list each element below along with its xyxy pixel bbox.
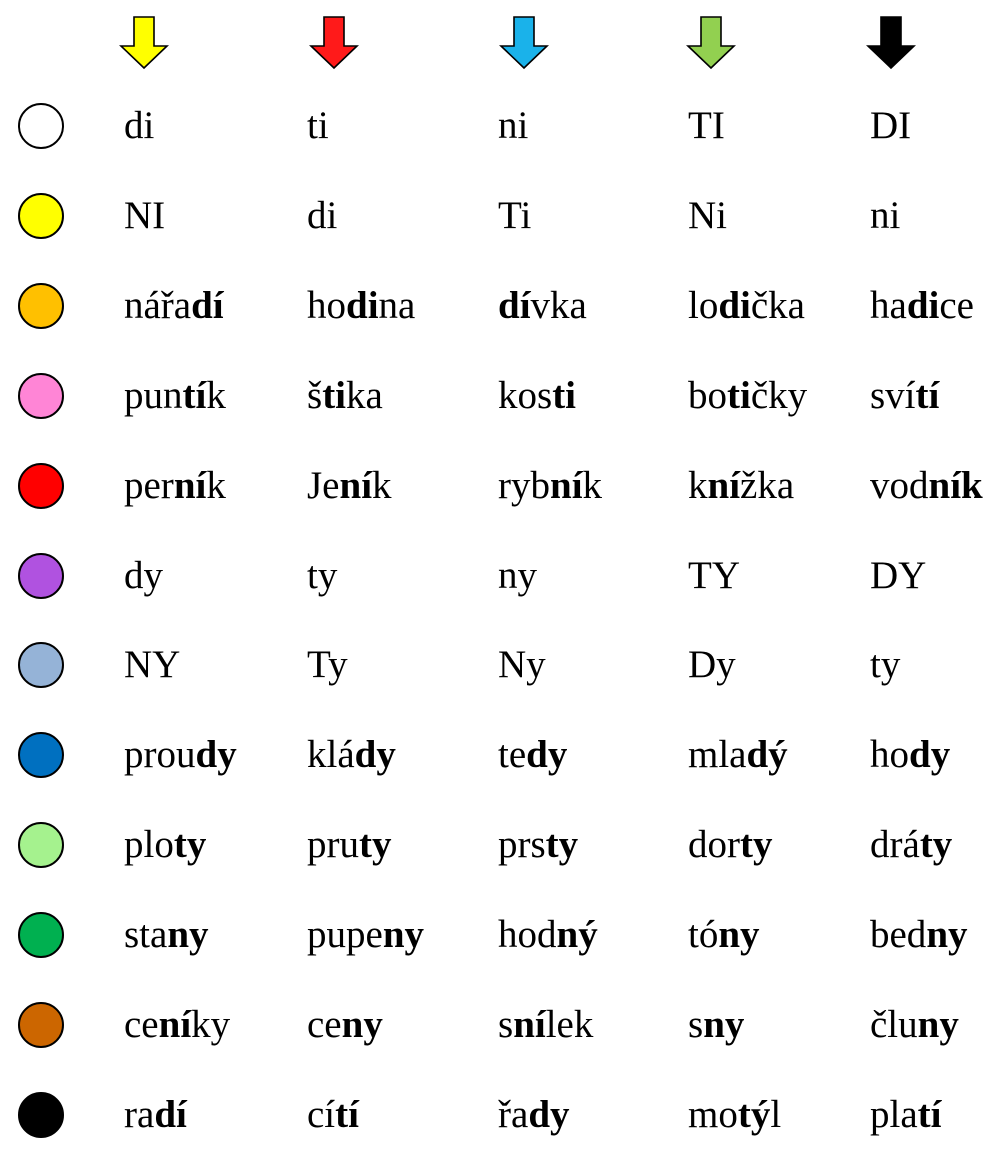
word-part: ni bbox=[870, 194, 901, 237]
word-cell bbox=[498, 906, 598, 964]
word-part: dor bbox=[688, 823, 740, 866]
word-part: nářa bbox=[124, 284, 192, 327]
circle-icon bbox=[18, 642, 64, 688]
word-part: Ny bbox=[498, 643, 546, 686]
word-cell bbox=[124, 367, 226, 425]
word-cell bbox=[498, 816, 578, 874]
word-cell bbox=[498, 1086, 570, 1144]
table-row bbox=[0, 906, 1004, 966]
circle-icon bbox=[18, 912, 64, 958]
table-row bbox=[0, 816, 1004, 876]
word-cell bbox=[498, 367, 576, 425]
bold-syllable: ny bbox=[341, 1003, 383, 1046]
word-cell bbox=[307, 1086, 359, 1144]
word-cell bbox=[688, 906, 760, 964]
word-part: drá bbox=[870, 823, 920, 866]
circle-icon bbox=[18, 1092, 64, 1138]
table-row bbox=[0, 367, 1004, 427]
word-part: člu bbox=[870, 1003, 918, 1046]
green-arrow-icon bbox=[686, 16, 736, 70]
word-part: žka bbox=[740, 464, 795, 507]
word-cell bbox=[124, 1086, 187, 1144]
word-cell bbox=[688, 457, 794, 515]
bold-syllable: di bbox=[906, 284, 940, 327]
bold-syllable: ný bbox=[556, 913, 598, 956]
word-part: Ty bbox=[307, 643, 348, 686]
word-cell bbox=[307, 367, 383, 425]
word-cell bbox=[870, 816, 952, 874]
word-part: ni bbox=[498, 104, 529, 147]
circle-icon bbox=[18, 732, 64, 778]
word-part: lek bbox=[545, 1003, 594, 1046]
word-cell bbox=[870, 277, 974, 335]
word-part: sta bbox=[124, 913, 168, 956]
table-row bbox=[0, 187, 1004, 247]
word-cell bbox=[688, 996, 744, 1054]
word-cell bbox=[498, 996, 593, 1054]
bold-syllable: di bbox=[346, 284, 379, 327]
word-part: ho bbox=[307, 284, 346, 327]
word-part: Je bbox=[307, 464, 340, 507]
word-part: klá bbox=[307, 733, 355, 776]
table-row bbox=[0, 547, 1004, 607]
word-part: ra bbox=[124, 1093, 155, 1136]
word-part: lo bbox=[688, 284, 719, 327]
bold-syllable: ty bbox=[173, 823, 207, 866]
word-cell bbox=[870, 367, 939, 425]
word-part: pupe bbox=[307, 913, 383, 956]
word-part: k bbox=[688, 464, 708, 507]
bold-syllable: ti bbox=[727, 374, 751, 417]
word-part: mla bbox=[688, 733, 747, 776]
word-part: k bbox=[206, 374, 226, 417]
bold-syllable: di bbox=[718, 284, 751, 327]
word-cell bbox=[307, 457, 392, 515]
word-part: ka bbox=[346, 374, 383, 417]
bold-syllable: ny bbox=[917, 1003, 959, 1046]
table-row bbox=[0, 97, 1004, 157]
circle-icon bbox=[18, 463, 64, 509]
word-part: k bbox=[372, 464, 392, 507]
word-cell bbox=[307, 547, 337, 605]
bold-syllable: dy bbox=[195, 733, 237, 776]
word-cell bbox=[870, 97, 911, 155]
word-part: na bbox=[378, 284, 416, 327]
word-cell bbox=[870, 187, 900, 245]
bold-syllable: ní bbox=[158, 1003, 192, 1046]
bold-syllable: ní bbox=[550, 464, 583, 507]
word-part: Ni bbox=[688, 194, 727, 237]
word-part: vka bbox=[530, 284, 587, 327]
bold-syllable: dý bbox=[746, 733, 788, 776]
bold-syllable: tí bbox=[915, 374, 940, 417]
bold-syllable: tý bbox=[737, 1093, 771, 1136]
word-part: š bbox=[307, 374, 323, 417]
word-cell bbox=[688, 547, 740, 605]
word-cell bbox=[124, 547, 163, 605]
word-part: k bbox=[582, 464, 603, 507]
word-part: ky bbox=[191, 1003, 231, 1046]
blue-arrow-icon bbox=[499, 16, 549, 70]
word-cell bbox=[688, 367, 807, 425]
bold-syllable: dy bbox=[526, 733, 568, 776]
bold-syllable: ní bbox=[513, 1003, 546, 1046]
word-cell bbox=[498, 187, 531, 245]
bold-syllable: ny bbox=[167, 913, 209, 956]
word-part: TI bbox=[688, 104, 725, 147]
word-part: ryb bbox=[498, 464, 550, 507]
word-cell bbox=[688, 726, 788, 784]
word-part: cí bbox=[307, 1093, 336, 1136]
bold-syllable: dí bbox=[191, 284, 224, 327]
bold-syllable: ty bbox=[545, 823, 579, 866]
bold-syllable: tí bbox=[182, 374, 207, 417]
word-part: di bbox=[124, 104, 155, 147]
bold-syllable: dy bbox=[528, 1093, 570, 1136]
word-part: vod bbox=[870, 464, 929, 507]
word-part: tó bbox=[688, 913, 719, 956]
word-part: NI bbox=[124, 194, 166, 237]
circle-icon bbox=[18, 373, 64, 419]
word-cell bbox=[307, 187, 337, 245]
bold-syllable: dy bbox=[354, 733, 396, 776]
word-cell bbox=[498, 547, 537, 605]
word-cell bbox=[124, 457, 226, 515]
bold-syllable: dí bbox=[498, 284, 531, 327]
word-cell bbox=[870, 906, 968, 964]
bold-syllable: ny bbox=[703, 1003, 745, 1046]
word-cell bbox=[124, 277, 224, 335]
word-part: NY bbox=[124, 643, 181, 686]
bold-syllable: ny bbox=[926, 913, 968, 956]
table-row bbox=[0, 1086, 1004, 1146]
word-part: k bbox=[206, 464, 226, 507]
word-part: plo bbox=[124, 823, 174, 866]
word-part: Dy bbox=[688, 643, 736, 686]
word-part: ty bbox=[870, 643, 901, 686]
word-cell bbox=[124, 816, 206, 874]
word-part: per bbox=[124, 464, 174, 507]
word-cell bbox=[307, 906, 424, 964]
word-cell bbox=[124, 636, 180, 694]
table-row bbox=[0, 457, 1004, 517]
word-part: ce bbox=[124, 1003, 159, 1046]
word-cell bbox=[307, 636, 348, 694]
bold-syllable: ti bbox=[552, 374, 577, 417]
circle-icon bbox=[18, 553, 64, 599]
word-cell bbox=[498, 277, 587, 335]
word-part: ho bbox=[870, 733, 909, 776]
bold-syllable: ní bbox=[339, 464, 373, 507]
word-cell bbox=[124, 906, 209, 964]
red-arrow-icon bbox=[309, 16, 359, 70]
bold-syllable: ty bbox=[919, 823, 953, 866]
word-cell bbox=[688, 816, 773, 874]
word-part: prou bbox=[124, 733, 196, 776]
word-part: bed bbox=[870, 913, 927, 956]
bold-syllable: tí bbox=[917, 1093, 942, 1136]
bold-syllable: ny bbox=[718, 913, 760, 956]
bold-syllable: ny bbox=[382, 913, 425, 956]
bold-syllable: ní bbox=[173, 464, 207, 507]
word-part: čka bbox=[750, 284, 805, 327]
word-cell bbox=[870, 726, 950, 784]
word-cell bbox=[124, 726, 237, 784]
word-part: ce bbox=[307, 1003, 342, 1046]
word-cell bbox=[688, 277, 805, 335]
word-cell bbox=[870, 457, 983, 515]
table-row bbox=[0, 636, 1004, 696]
circle-icon bbox=[18, 193, 64, 239]
word-part: pun bbox=[124, 374, 183, 417]
word-cell bbox=[688, 97, 725, 155]
circle-icon bbox=[18, 283, 64, 329]
word-cell bbox=[124, 97, 154, 155]
word-cell bbox=[124, 996, 230, 1054]
word-cell bbox=[870, 636, 900, 694]
word-part: kos bbox=[498, 374, 553, 417]
word-cell bbox=[307, 816, 392, 874]
black-arrow-icon bbox=[866, 16, 916, 70]
word-cell bbox=[688, 187, 727, 245]
word-part: DI bbox=[870, 104, 912, 147]
word-part: mo bbox=[688, 1093, 738, 1136]
word-part: ce bbox=[939, 284, 974, 327]
word-part: Ti bbox=[498, 194, 532, 237]
bold-syllable: ní bbox=[707, 464, 741, 507]
word-part: s bbox=[688, 1003, 704, 1046]
word-part: pru bbox=[307, 823, 359, 866]
word-part: DY bbox=[870, 554, 927, 597]
word-part: di bbox=[307, 194, 338, 237]
circle-icon bbox=[18, 103, 64, 149]
bold-syllable: ty bbox=[740, 823, 773, 866]
word-part: pla bbox=[870, 1093, 918, 1136]
table-row bbox=[0, 277, 1004, 337]
table-row bbox=[0, 996, 1004, 1056]
word-cell bbox=[307, 277, 415, 335]
word-cell bbox=[688, 636, 736, 694]
word-part: ha bbox=[870, 284, 907, 327]
word-cell bbox=[498, 457, 602, 515]
word-part: dy bbox=[124, 554, 163, 597]
word-part: hod bbox=[498, 913, 557, 956]
word-part: čky bbox=[750, 374, 808, 417]
word-cell bbox=[307, 726, 396, 784]
bold-syllable: tí bbox=[335, 1093, 359, 1136]
word-part: te bbox=[498, 733, 527, 776]
word-part: ti bbox=[307, 104, 329, 147]
word-cell bbox=[498, 726, 567, 784]
word-part: l bbox=[770, 1093, 782, 1136]
word-cell bbox=[870, 547, 926, 605]
yellow-arrow-icon bbox=[119, 16, 169, 70]
word-part: TY bbox=[688, 554, 740, 597]
word-part: s bbox=[498, 1003, 514, 1046]
circle-icon bbox=[18, 822, 64, 868]
word-cell bbox=[870, 1086, 941, 1144]
bold-syllable: dy bbox=[909, 733, 951, 776]
word-cell bbox=[870, 996, 959, 1054]
bold-syllable: ti bbox=[322, 374, 347, 417]
circle-icon bbox=[18, 1002, 64, 1048]
table-row bbox=[0, 726, 1004, 786]
word-part: řa bbox=[498, 1093, 529, 1136]
word-cell bbox=[688, 1086, 781, 1144]
word-part: sví bbox=[870, 374, 916, 417]
word-cell bbox=[498, 97, 528, 155]
word-part: ty bbox=[307, 554, 338, 597]
bold-syllable: ty bbox=[359, 823, 392, 866]
word-part: bo bbox=[688, 374, 727, 417]
word-part: ny bbox=[498, 554, 537, 597]
word-cell bbox=[124, 187, 165, 245]
word-cell bbox=[498, 636, 546, 694]
bold-syllable: ník bbox=[928, 464, 983, 507]
word-part: prs bbox=[498, 823, 546, 866]
word-cell bbox=[307, 97, 329, 155]
bold-syllable: dí bbox=[154, 1093, 187, 1136]
word-cell bbox=[307, 996, 383, 1054]
